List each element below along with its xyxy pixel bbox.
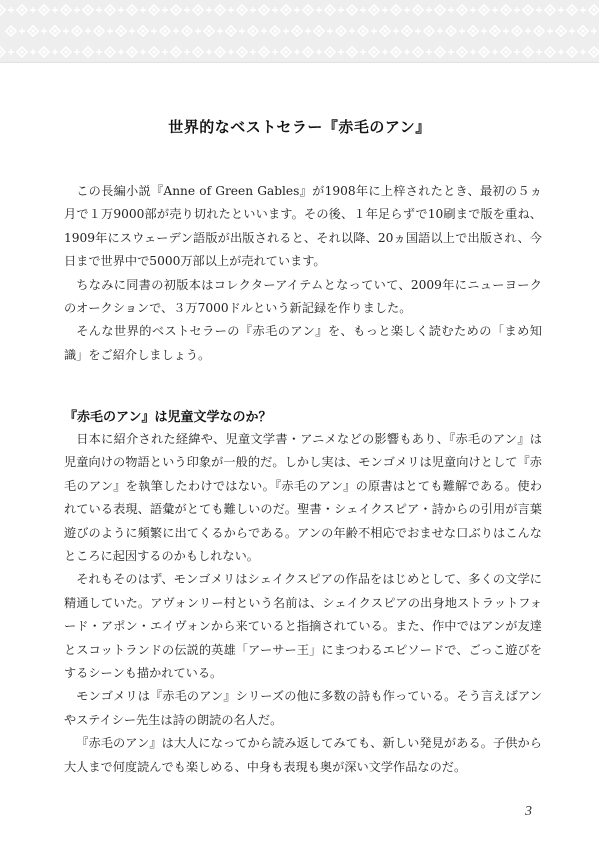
decorative-pattern-band [0,0,599,63]
section-paragraph: 『赤毛のアン』は大人になってから読み返してみても、新しい発見がある。子供から大人まで何度読んでも楽しめる、中身も表現も奥が深い文学作品なのだ。 [64,736,542,774]
pattern-icon [0,0,599,62]
section-text [64,428,542,779]
page-title: 世界的なベストセラー『赤毛のアン』 [168,118,431,136]
section-heading: 『赤毛のアン』は児童文学なのか？ [64,410,272,425]
intro-text [64,180,542,367]
intro-paragraph: そんな世界的ベストセラーの『赤毛のアン』を、もっと楽しく読むための「まめ知識」をご紹介しましょう。 [64,324,542,362]
section-paragraph: 日本に紹介された経緯や、児童文学書・アニメなどの影響もあり、『赤毛のアン』は児童向けの物語という印象が一般的だ。しかし実は、モンゴメリは児童向けとして『赤毛のアン』を執筆したわけではない。『赤毛のアン』の原書はとても難解である。使われている表現、語彙がとても難しいのだ。聖書・シェイクスピア・詩からの引用が言葉遊びのように頻繁に出てくるからである。アンの年齢不相応でおませな口ぶりはこんなところに起因するのかもしれない。 [64,432,542,564]
section-paragraph: モンゴメリは『赤毛のアン』シリーズの他に多数の詩も作っている。そう言えばアンやステイシー先生は詩の朗読の名人だ。 [64,689,542,727]
intro-paragraph: この長編小説『Anne of Green Gables』が1908年に上梓されたとき、最初の５ヵ月で１万9000部が売り切れたといいます。その後、１年足らずで10刷まで版を重ね、1909年にスウェーデン語版が出版されると、それ以降、20ヵ国語以上で出版され、今日まで世界中で5000万部以上が売れています。 [64,184,542,269]
page-number: 3 [525,804,532,819]
section-paragraph: それもそのはず、モンゴメリはシェイクスピアの作品をはじめとして、多くの文学に精通していた。アヴォンリー村という名前は、シェイクスピアの出身地ストラットフォード・アポン・エイヴォンから来ていると指摘されている。また、作中ではアンが友達とスコットランドの伝説的英雄「アーサー王」にまつわるエピソードで、ごっこ遊びをするシーンも描かれている。 [64,572,542,681]
intro-paragraph: ちなみに同書の初版本はコレクターアイテムとなっていて、2009年にニューヨークのオークションで、３万7000ドルという新記録を作りました。 [64,277,542,316]
